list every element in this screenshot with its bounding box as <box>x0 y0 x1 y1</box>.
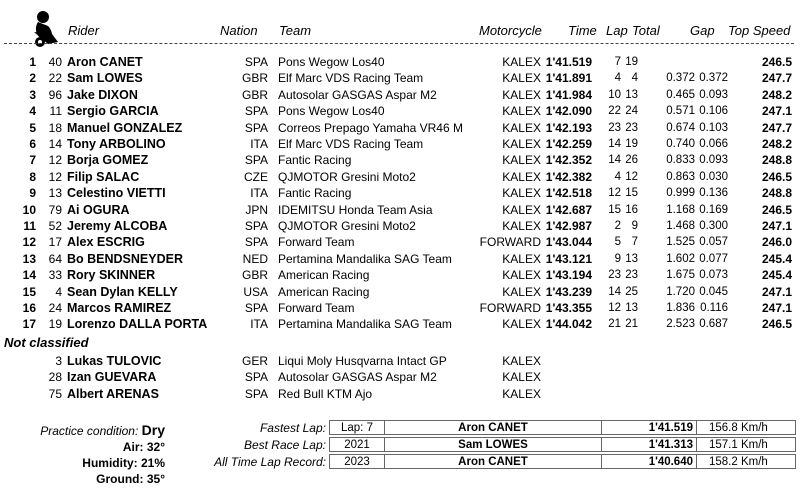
rider-name: Sergio GARCIA <box>67 104 159 119</box>
table-row <box>0 316 800 332</box>
best-lap-number: 14 <box>608 138 621 150</box>
rider-name: Rory SKINNER <box>67 268 156 283</box>
team: American Racing <box>278 268 370 283</box>
rider-number: 14 <box>48 137 62 151</box>
nation: SPA <box>244 120 268 135</box>
table-row <box>0 54 800 70</box>
motorcycle: KALEX <box>502 284 541 299</box>
position: 9 <box>29 186 36 201</box>
top-speed: 246.5 <box>761 317 792 332</box>
team: American Racing <box>278 284 370 299</box>
nation: SPA <box>244 104 268 119</box>
gap-to-previous: 0.057 <box>699 236 728 249</box>
rider-number: 79 <box>48 202 62 217</box>
team: Pons Wegow Los40 <box>278 55 385 69</box>
nation: SPA <box>244 301 268 315</box>
rider-name: Albert ARENAS <box>67 386 159 401</box>
ground-label: Ground: <box>96 472 144 486</box>
rider-name: Izan GUEVARA <box>67 370 157 385</box>
gap-to-previous: 0.093 <box>699 154 728 167</box>
rider-number: 11 <box>49 104 62 119</box>
ground-temperature <box>96 472 165 486</box>
lap-time: 1'42.382 <box>545 169 592 184</box>
rider-number: 33 <box>48 268 62 283</box>
rider-number: 28 <box>48 370 62 385</box>
header-total: Total <box>632 23 660 38</box>
gap-to-previous: 0.372 <box>699 72 728 85</box>
best-race-lap-speed: 157.1 Km/h <box>696 437 796 452</box>
team: Forward Team <box>278 235 355 250</box>
best-lap-number: 12 <box>608 302 621 314</box>
practice-condition-label: Practice condition: <box>40 424 139 438</box>
table-row <box>0 152 800 168</box>
nation: GBR <box>241 71 268 86</box>
motorcycle: KALEX <box>502 386 541 401</box>
total-laps: 4 <box>631 72 638 85</box>
table-row <box>0 103 800 119</box>
nation: NED <box>242 251 268 266</box>
top-speed: 248.2 <box>761 87 792 102</box>
rider-number: 17 <box>48 235 62 250</box>
nation: SPA <box>244 235 268 250</box>
all-time-lap-record-speed: 158.2 Km/h <box>696 454 796 469</box>
team: Red Bull KTM Ajo <box>278 386 373 401</box>
gap-to-previous: 0.687 <box>699 318 728 331</box>
rider-name: Borja GOMEZ <box>67 153 149 168</box>
nation: SPA <box>244 55 268 69</box>
nation: GBR <box>241 87 268 102</box>
header-nation: Nation <box>220 23 258 38</box>
team: IDEMITSU Honda Team Asia <box>278 202 433 217</box>
best-lap-number: 23 <box>608 269 621 282</box>
rider-name: Sam LOWES <box>67 71 143 86</box>
total-laps: 13 <box>625 88 638 101</box>
total-laps: 19 <box>625 138 638 150</box>
lap-time: 1'42.352 <box>545 153 592 168</box>
lap-time: 1'43.194 <box>545 268 592 283</box>
rider-name: Lorenzo DALLA PORTA <box>67 317 208 332</box>
position: 5 <box>29 120 36 135</box>
position: 7 <box>29 153 36 168</box>
lap-time: 1'41.984 <box>545 87 592 102</box>
best-lap-number: 23 <box>608 121 621 134</box>
all-time-lap-record-ref: 2023 <box>329 454 385 469</box>
nation: SPA <box>244 219 268 233</box>
gap-to-previous: 0.116 <box>700 302 728 314</box>
rider-name: Marcos RAMIREZ <box>67 301 172 315</box>
gap-to-first: 1.720 <box>666 285 695 298</box>
rider-number: 52 <box>48 219 62 233</box>
table-row <box>0 185 800 201</box>
table-row <box>0 251 800 267</box>
not-classified-row <box>0 386 800 402</box>
lap-time: 1'44.042 <box>545 317 592 332</box>
top-speed: 246.0 <box>761 235 792 250</box>
motorcycle: KALEX <box>502 169 541 184</box>
position: 17 <box>22 317 36 332</box>
lap-time: 1'43.355 <box>545 301 592 315</box>
motorcycle: KALEX <box>502 219 541 233</box>
motorcycle-rider-logo-icon <box>28 8 64 48</box>
top-speed: 246.5 <box>761 169 792 184</box>
rider-name: Jeremy ALCOBA <box>67 219 168 233</box>
gap-to-first: 1.836 <box>666 302 695 314</box>
air-value: 32° <box>146 440 165 454</box>
motorcycle: KALEX <box>502 354 541 368</box>
ground-value: 35° <box>146 472 165 486</box>
gap-to-first: 0.674 <box>666 121 695 134</box>
nation: USA <box>243 284 268 299</box>
team: QJMOTOR Gresini Moto2 <box>278 219 416 233</box>
header-team: Team <box>279 23 312 38</box>
team: Liqui Moly Husqvarna Intact GP <box>278 354 447 368</box>
not-classified-heading: Not classified <box>4 335 89 350</box>
best-lap-number: 4 <box>614 72 621 85</box>
total-laps: 26 <box>625 154 638 167</box>
gap-to-previous: 0.030 <box>699 170 728 183</box>
table-row <box>0 284 800 300</box>
top-speed: 245.4 <box>761 251 792 266</box>
humidity-label: Humidity: <box>82 456 138 470</box>
nation: SPA <box>244 370 268 385</box>
team: Pons Wegow Los40 <box>278 104 385 119</box>
lap-time: 1'42.518 <box>545 186 592 201</box>
total-laps: 16 <box>625 203 638 216</box>
motorcycle: KALEX <box>502 317 541 332</box>
rider-number: 75 <box>48 386 62 401</box>
position: 14 <box>22 268 36 283</box>
lap-time: 1'42.259 <box>545 137 592 151</box>
practice-condition-value: Dry <box>141 422 165 438</box>
motorcycle: KALEX <box>502 370 541 385</box>
table-row <box>0 136 800 152</box>
top-speed: 246.5 <box>761 55 792 69</box>
position: 4 <box>29 104 36 119</box>
motorcycle: KALEX <box>502 120 541 135</box>
team: Autosolar GASGAS Aspar M2 <box>278 87 437 102</box>
rider-number: 96 <box>48 87 62 102</box>
best-lap-number: 14 <box>608 154 621 167</box>
table-row <box>0 218 800 234</box>
fastest-lap-ref: Lap: 7 <box>329 420 385 435</box>
position: 13 <box>22 251 36 266</box>
rider-name: Lukas TULOVIC <box>67 354 162 368</box>
rider-number: 12 <box>48 153 62 168</box>
gap-to-previous: 0.093 <box>699 88 728 101</box>
gap-to-previous: 0.077 <box>699 252 728 265</box>
total-laps: 19 <box>625 56 638 68</box>
rider-name: Tony ARBOLINO <box>67 137 166 151</box>
team: Elf Marc VDS Racing Team <box>278 137 424 151</box>
best-lap-number: 12 <box>608 187 621 200</box>
practice-condition <box>40 422 165 438</box>
gap-to-first: 1.525 <box>666 236 695 249</box>
rider-name: Sean Dylan KELLY <box>67 284 178 299</box>
rider-name: Aron CANET <box>67 55 143 69</box>
air-label: Air: <box>122 440 144 454</box>
gap-to-previous: 0.103 <box>699 121 728 134</box>
header-top-speed: Top Speed <box>728 23 791 38</box>
gap-to-first: 0.999 <box>666 187 695 200</box>
lap-time: 1'43.121 <box>545 251 592 266</box>
rider-number: 3 <box>55 354 62 368</box>
top-speed: 247.7 <box>761 71 792 86</box>
gap-to-first: 2.523 <box>666 318 695 331</box>
best-lap-number: 7 <box>614 56 621 68</box>
fastest-lap-time: 1'41.519 <box>601 420 697 435</box>
gap-to-previous: 0.136 <box>699 187 728 200</box>
top-speed: 247.1 <box>761 301 792 315</box>
fastest-lap-rider: Aron CANET <box>384 420 602 435</box>
position: 16 <box>22 301 36 315</box>
lap-time: 1'42.090 <box>545 104 592 119</box>
gap-to-first: 0.372 <box>666 72 695 85</box>
nation: ITA <box>250 317 268 332</box>
rider-number: 40 <box>48 55 62 69</box>
lap-time: 1'42.687 <box>545 202 592 217</box>
total-laps: 12 <box>625 170 638 183</box>
motorcycle: KALEX <box>502 268 541 283</box>
humidity <box>82 456 165 470</box>
team: Fantic Racing <box>278 153 352 168</box>
gap-to-first: 0.465 <box>666 88 695 101</box>
table-row <box>0 169 800 185</box>
position: 2 <box>29 71 36 86</box>
nation: SPA <box>244 153 268 168</box>
position: 8 <box>29 169 36 184</box>
header-gap: Gap <box>690 23 715 38</box>
total-laps: 21 <box>625 318 638 331</box>
team: Pertamina Mandalika SAG Team <box>278 251 452 266</box>
best-lap-number: 15 <box>608 203 621 216</box>
rider-name: Celestino VIETTI <box>67 186 166 201</box>
lap-time: 1'42.193 <box>545 120 592 135</box>
team: Forward Team <box>278 301 355 315</box>
all-time-lap-record-rider: Aron CANET <box>384 454 602 469</box>
motorcycle: KALEX <box>502 186 541 201</box>
position: 3 <box>29 87 36 102</box>
top-speed: 248.2 <box>761 137 792 151</box>
best-lap-number: 22 <box>608 105 621 118</box>
best-race-lap-rider: Sam LOWES <box>384 437 602 452</box>
top-speed: 248.8 <box>761 153 792 168</box>
table-row <box>0 202 800 218</box>
best-lap-number: 9 <box>614 252 621 265</box>
lap-time: 1'41.891 <box>545 71 592 86</box>
motorcycle: KALEX <box>502 104 541 119</box>
header-rider: Rider <box>68 23 100 38</box>
total-laps: 25 <box>625 285 638 298</box>
header-lap: Lap <box>606 23 628 38</box>
fastest-lap-label: Fastest Lap: <box>259 421 326 435</box>
rider-name: Alex ESCRIG <box>67 235 145 250</box>
motorcycle: KALEX <box>502 137 541 151</box>
motorcycle: KALEX <box>502 71 541 86</box>
best-lap-number: 21 <box>608 318 621 331</box>
rider-number: 19 <box>48 317 62 332</box>
team: Correos Prepago Yamaha VR46 M <box>278 120 463 135</box>
nation: ITA <box>250 186 268 201</box>
lap-time: 1'43.239 <box>545 284 592 299</box>
table-row <box>0 234 800 250</box>
lap-time: 1'41.519 <box>545 55 592 69</box>
total-laps: 23 <box>625 269 638 282</box>
gap-to-first: 0.740 <box>666 138 695 150</box>
nation: GBR <box>241 268 268 283</box>
team: Pertamina Mandalika SAG Team <box>278 317 452 332</box>
total-laps: 13 <box>625 302 638 314</box>
rider-name: Bo BENDSNEYDER <box>67 251 183 266</box>
best-race-lap-time: 1'41.313 <box>601 437 697 452</box>
rider-number: 24 <box>48 301 62 315</box>
rider-name: Manuel GONZALEZ <box>67 120 183 135</box>
rider-number: 22 <box>48 71 62 86</box>
header-time: Time <box>568 23 597 38</box>
gap-to-first: 1.602 <box>666 252 695 265</box>
top-speed: 246.5 <box>761 202 792 217</box>
total-laps: 24 <box>625 105 638 118</box>
total-laps: 9 <box>631 220 638 232</box>
rider-number: 12 <box>48 169 62 184</box>
best-lap-number: 2 <box>614 220 621 232</box>
total-laps: 23 <box>625 121 638 134</box>
position: 11 <box>23 219 36 233</box>
position: 6 <box>29 137 36 151</box>
not-classified-row <box>0 369 800 385</box>
gap-to-previous: 0.066 <box>699 138 728 150</box>
rider-name: Filip SALAC <box>67 169 140 184</box>
air-temperature <box>123 440 165 454</box>
total-laps: 7 <box>631 236 638 249</box>
position: 12 <box>22 235 36 250</box>
team: QJMOTOR Gresini Moto2 <box>278 169 416 184</box>
motorcycle: FORWARD <box>479 301 541 315</box>
rider-number: 4 <box>55 284 62 299</box>
rider-name: Ai OGURA <box>67 202 130 217</box>
best-lap-number: 10 <box>608 88 621 101</box>
top-speed: 247.1 <box>761 219 792 233</box>
gap-to-first: 0.833 <box>666 154 695 167</box>
motorcycle: KALEX <box>502 251 541 266</box>
team: Fantic Racing <box>278 186 352 201</box>
position: 15 <box>22 284 36 299</box>
humidity-value: 21% <box>140 456 165 470</box>
top-speed: 245.4 <box>761 268 792 283</box>
best-race-lap-label: Best Race Lap: <box>243 438 326 452</box>
gap-to-previous: 0.045 <box>699 285 728 298</box>
best-race-lap-ref: 2021 <box>329 437 385 452</box>
top-speed: 247.1 <box>761 284 792 299</box>
gap-to-first: 1.675 <box>666 269 695 282</box>
nation: SPA <box>244 386 268 401</box>
nation: GER <box>241 354 268 368</box>
gap-to-first: 0.863 <box>666 170 695 183</box>
position: 1 <box>29 55 36 69</box>
header-divider <box>4 43 794 44</box>
motorcycle: KALEX <box>502 202 541 217</box>
total-laps: 15 <box>625 187 638 200</box>
best-lap-number: 4 <box>614 170 621 183</box>
rider-number: 13 <box>48 186 62 201</box>
header-motorcycle: Motorcycle <box>479 23 542 38</box>
gap-to-previous: 0.073 <box>699 269 728 282</box>
gap-to-previous: 0.106 <box>699 105 728 118</box>
gap-to-first: 1.468 <box>666 220 695 232</box>
rider-number: 64 <box>48 251 62 266</box>
not-classified-row <box>0 353 800 369</box>
all-time-lap-record-label: All Time Lap Record: <box>214 455 326 469</box>
motorcycle: KALEX <box>502 87 541 102</box>
table-row <box>0 300 800 316</box>
gap-to-first: 0.571 <box>666 105 695 118</box>
team: Autosolar GASGAS Aspar M2 <box>278 370 437 385</box>
table-row <box>0 120 800 136</box>
best-lap-number: 5 <box>614 236 621 249</box>
rider-number: 18 <box>48 120 62 135</box>
nation: ITA <box>250 137 268 151</box>
motorcycle: KALEX <box>502 55 541 69</box>
motorcycle: KALEX <box>502 153 541 168</box>
table-row <box>0 267 800 283</box>
fastest-lap-speed: 156.8 Km/h <box>696 420 796 435</box>
gap-to-first: 1.168 <box>666 203 695 216</box>
gap-to-previous: 0.169 <box>699 203 728 216</box>
top-speed: 247.1 <box>761 104 792 119</box>
top-speed: 248.8 <box>761 186 792 201</box>
gap-to-previous: 0.300 <box>699 220 728 232</box>
all-time-lap-record-time: 1'40.640 <box>601 454 697 469</box>
top-speed: 247.7 <box>761 120 792 135</box>
position: 10 <box>22 202 36 217</box>
best-lap-number: 14 <box>608 285 621 298</box>
table-row <box>0 87 800 103</box>
nation: CZE <box>244 169 268 184</box>
table-row <box>0 70 800 86</box>
total-laps: 13 <box>625 252 638 265</box>
lap-time: 1'42.987 <box>545 219 592 233</box>
rider-name: Jake DIXON <box>67 87 138 102</box>
motorcycle: FORWARD <box>479 235 541 250</box>
lap-time: 1'43.044 <box>545 235 592 250</box>
team: Elf Marc VDS Racing Team <box>278 71 424 86</box>
nation: JPN <box>245 202 268 217</box>
